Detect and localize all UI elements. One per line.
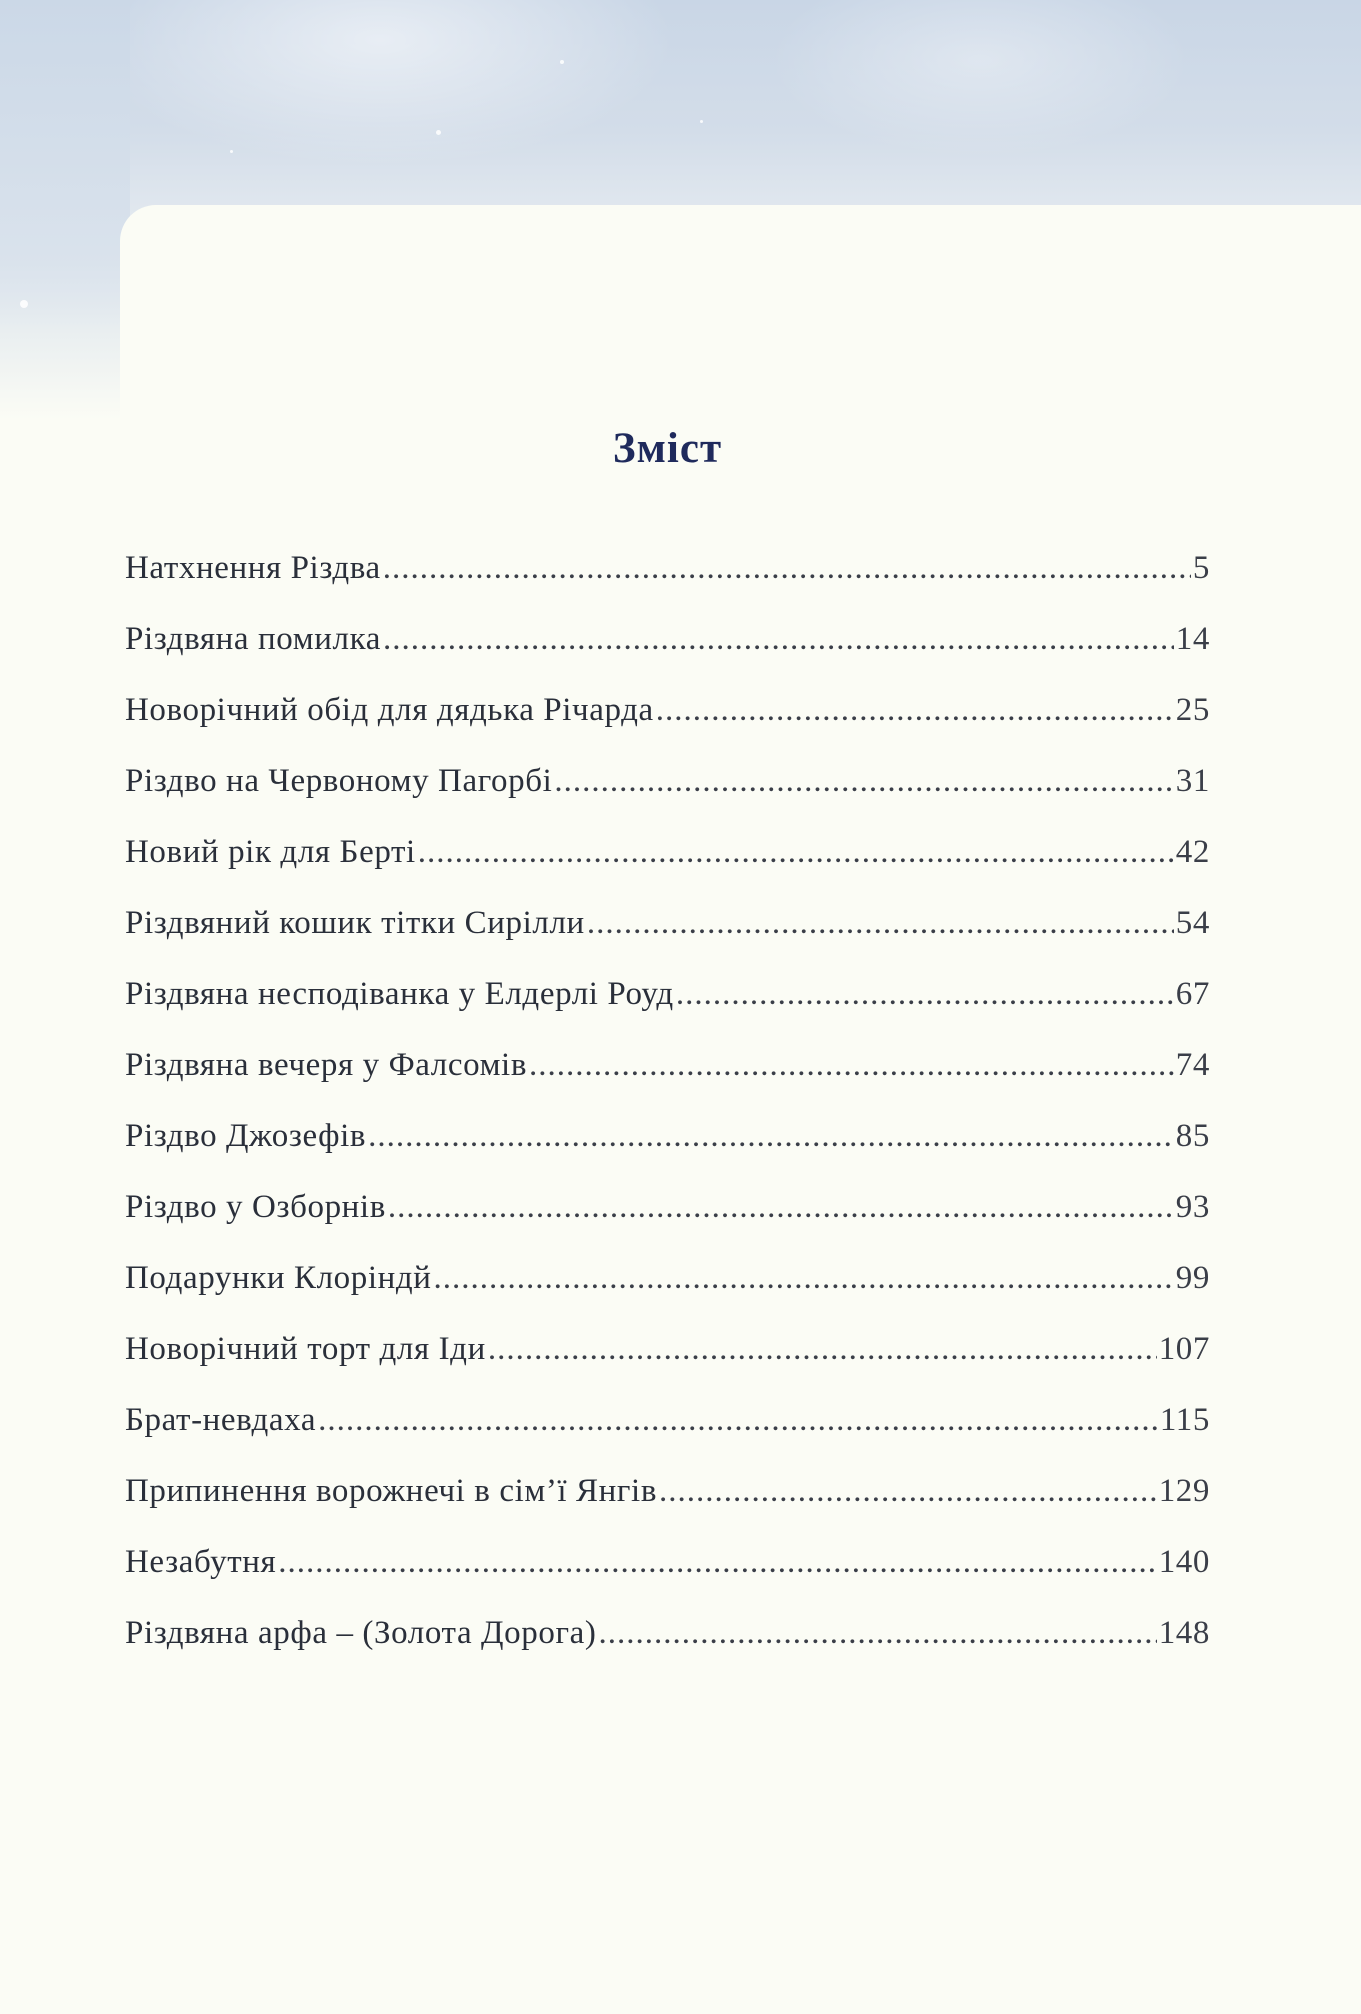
toc-dot-leader: [388, 1189, 1174, 1226]
toc-page-number: 67: [1175, 976, 1210, 1012]
toc-dot-leader: [554, 763, 1173, 800]
toc-page-number: 25: [1175, 692, 1210, 728]
toc-entry-title: Новорічний торт для Іди: [125, 1331, 486, 1367]
toc-entry-title: Різдвяна вечеря у Фалсомів: [125, 1047, 527, 1083]
toc-entry: [125, 905, 1210, 976]
toc-page-number: 129: [1158, 1473, 1210, 1509]
toc-dot-leader: [418, 834, 1174, 871]
toc-entry: [125, 1473, 1210, 1544]
toc-dot-leader: [587, 905, 1174, 942]
toc-entry: [125, 834, 1210, 905]
toc-page-number: 115: [1159, 1402, 1210, 1438]
toc-page-number: 31: [1175, 763, 1210, 799]
page-title: Зміст: [612, 424, 723, 472]
snowflake-icon: [230, 150, 233, 153]
toc-dot-leader: [383, 550, 1191, 587]
snowflake-icon: [20, 300, 28, 308]
toc-dot-leader: [278, 1544, 1156, 1581]
toc-entry-title: Різдво у Озборнів: [125, 1189, 386, 1225]
toc-entry: [125, 1118, 1210, 1189]
toc-entry-title: Різдвяна несподіванка у Елдерлі Роуд: [125, 976, 674, 1012]
toc-entry-title: Новий рік для Берті: [125, 834, 416, 870]
toc-dot-leader: [598, 1615, 1156, 1652]
toc-page-number: 54: [1175, 905, 1210, 941]
toc-entry: [125, 976, 1210, 1047]
toc-entry-title: Припинення ворожнечі в сім’ї Янгів: [125, 1473, 657, 1509]
toc-dot-leader: [659, 1473, 1157, 1510]
toc-page-number: 140: [1158, 1544, 1210, 1580]
toc-entry-title: Різдвяна арфа – (Золота Дорога): [125, 1615, 597, 1651]
toc-entry: [125, 1331, 1210, 1402]
toc-dot-leader: [368, 1118, 1174, 1155]
toc-page-number: 148: [1158, 1615, 1210, 1651]
winter-illustration-side: [0, 0, 130, 420]
snowflake-icon: [700, 120, 703, 123]
toc-page-number: 99: [1175, 1260, 1210, 1296]
toc-page-number: 74: [1175, 1047, 1210, 1083]
toc-entry-title: Різдвяна помилка: [125, 621, 381, 657]
toc-entry-title: Брат-невдаха: [125, 1402, 317, 1438]
toc-entry: [125, 550, 1210, 621]
toc-entry: [125, 1402, 1210, 1473]
toc-entry-title: Різдвяний кошик тітки Сирілли: [125, 905, 585, 941]
toc-dot-leader: [434, 1260, 1174, 1297]
toc-dot-leader: [529, 1047, 1174, 1084]
toc-page-number: 42: [1175, 834, 1210, 870]
toc-entry-title: Різдво Джозефів: [125, 1118, 367, 1154]
toc-page-number: 85: [1175, 1118, 1210, 1154]
toc-entry: [125, 763, 1210, 834]
toc-page-number: 93: [1175, 1189, 1210, 1225]
toc-entry: [125, 1260, 1210, 1331]
toc-entry-title: Натхнення Різдва: [125, 550, 381, 586]
toc-dot-leader: [676, 976, 1174, 1013]
toc-dot-leader: [318, 1402, 1158, 1439]
toc-page-number: 5: [1192, 550, 1210, 586]
toc-entry-title: Різдво на Червоному Пагорбі: [125, 763, 553, 799]
toc-page-number: 14: [1175, 621, 1210, 657]
table-of-contents: [125, 550, 1210, 1686]
toc-entry: [125, 1189, 1210, 1260]
toc-entry: [125, 621, 1210, 692]
toc-entry: [125, 1544, 1210, 1615]
toc-entry: [125, 692, 1210, 763]
toc-entry-title: Незабутня: [125, 1544, 277, 1580]
toc-entry-title: Новорічний обід для дядька Річарда: [125, 692, 654, 728]
toc-dot-leader: [656, 692, 1174, 729]
toc-entry-title: Подарунки Клоріндй: [125, 1260, 432, 1296]
toc-dot-leader: [383, 621, 1174, 658]
snowflake-icon: [436, 130, 441, 135]
toc-page-number: 107: [1158, 1331, 1210, 1367]
toc-entry: [125, 1615, 1210, 1686]
toc-dot-leader: [488, 1331, 1157, 1368]
snowflake-icon: [560, 60, 564, 64]
toc-entry: [125, 1047, 1210, 1118]
